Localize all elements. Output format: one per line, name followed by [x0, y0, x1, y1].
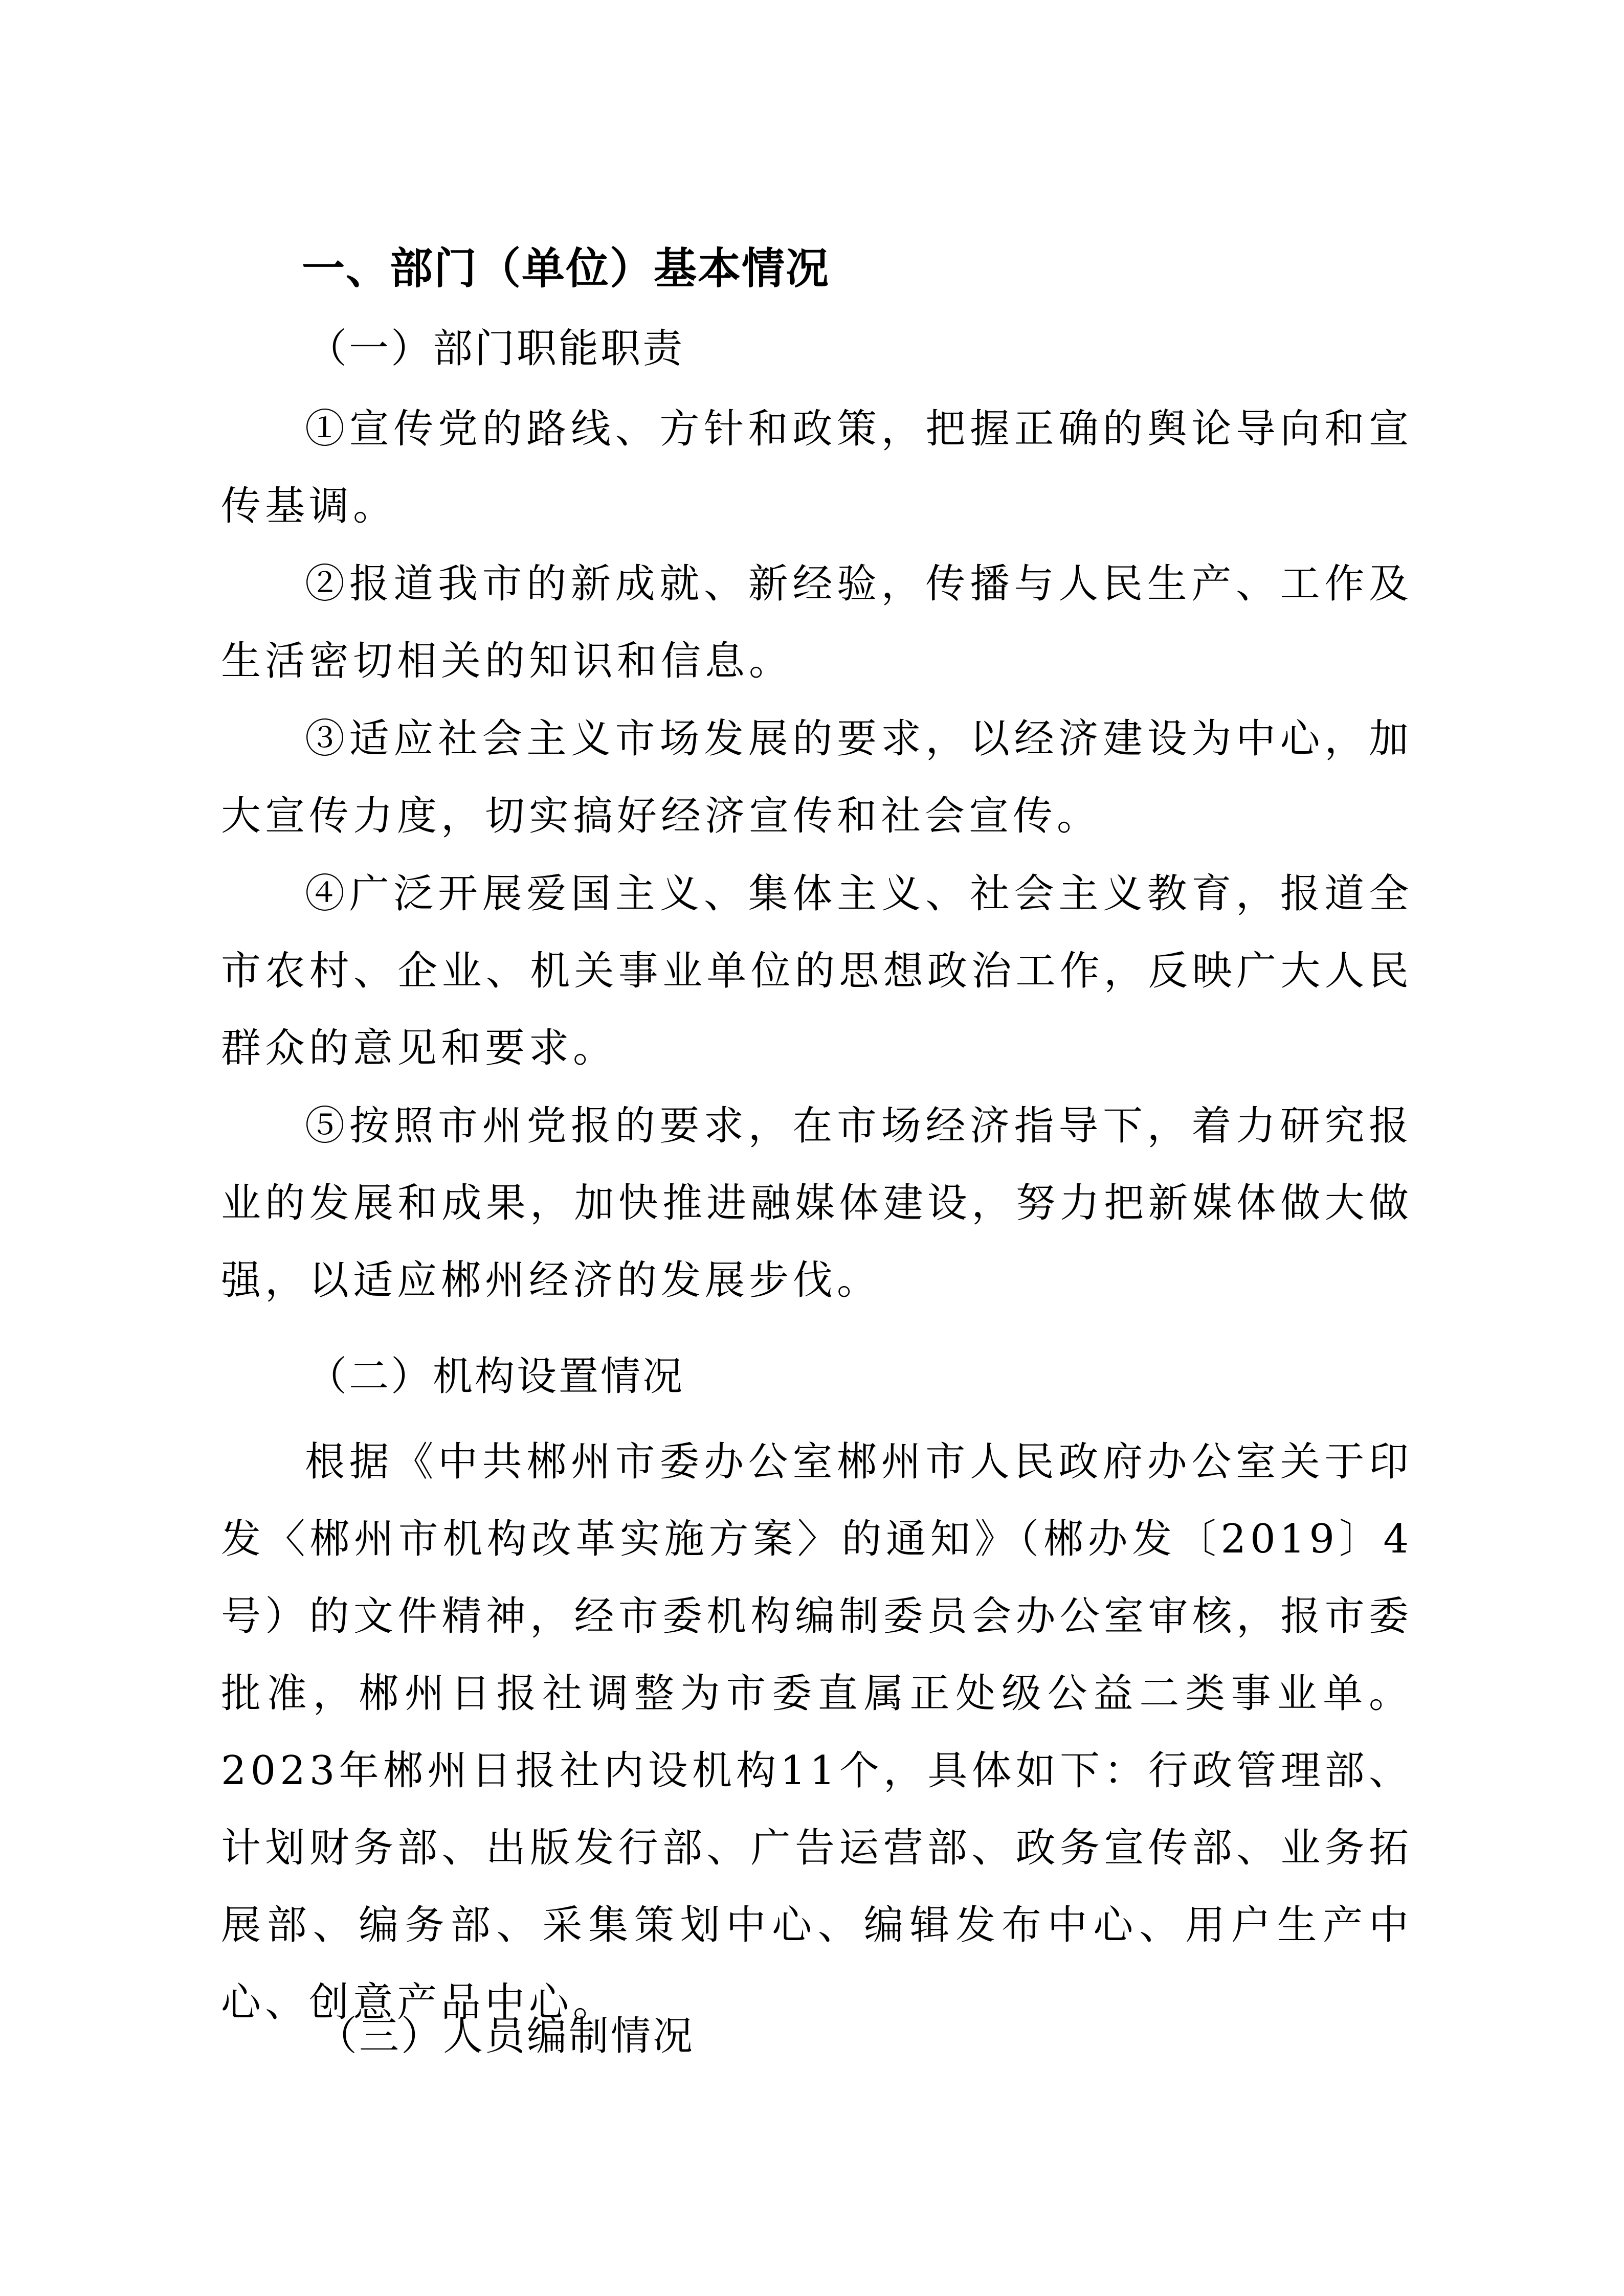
- subsection-heading-duties: （一）部门职能职责: [307, 326, 685, 372]
- subsection-heading-staffing: （三）人员编制情况: [317, 2013, 695, 2059]
- organization-paragraph: 根据《中共郴州市委办公室郴州市人民政府办公室关于印发〈郴州市机构改革实施方案〉的通知》（郴办发〔2019〕4号）的文件精神，经市委机构编制委员会办公室审核，报市委批准，郴州日报社调整为市委直属正处级公益二类事业单。2023年郴州日报社内设机构11个，具体如下：行政管理部、计划财务部、出版发行部、广告运营部、政务宣传部、业务拓展部、编务部、采集策划中心、编辑发布中心、用户生产中心、创意产品中心。: [221, 1439, 1413, 2025]
- section-heading: 一、部门（单位）基本情况: [302, 243, 830, 294]
- duty-item-5: ⑤按照市州党报的要求，在市场经济指导下，着力研究报业的发展和成果，加快推进融媒体建设，努力把新媒体做大做强，以适应郴州经济的发展步伐。: [221, 1103, 1413, 1303]
- duty-item-4: ④广泛开展爱国主义、集体主义、社会主义教育，报道全市农村、企业、机关事业单位的思想政治工作，反映广大人民群众的意见和要求。: [221, 871, 1413, 1071]
- duty-item-2: ②报道我市的新成就、新经验，传播与人民生产、工作及生活密切相关的知识和信息。: [221, 561, 1413, 684]
- duty-item-3: ③适应社会主义市场发展的要求，以经济建设为中心，加大宣传力度，切实搞好经济宣传和社会宣传。: [221, 716, 1413, 839]
- duty-item-1: ①宣传党的路线、方针和政策，把握正确的舆论导向和宣传基调。: [221, 406, 1413, 529]
- subsection-heading-organization: （二）机构设置情况: [307, 1354, 685, 1400]
